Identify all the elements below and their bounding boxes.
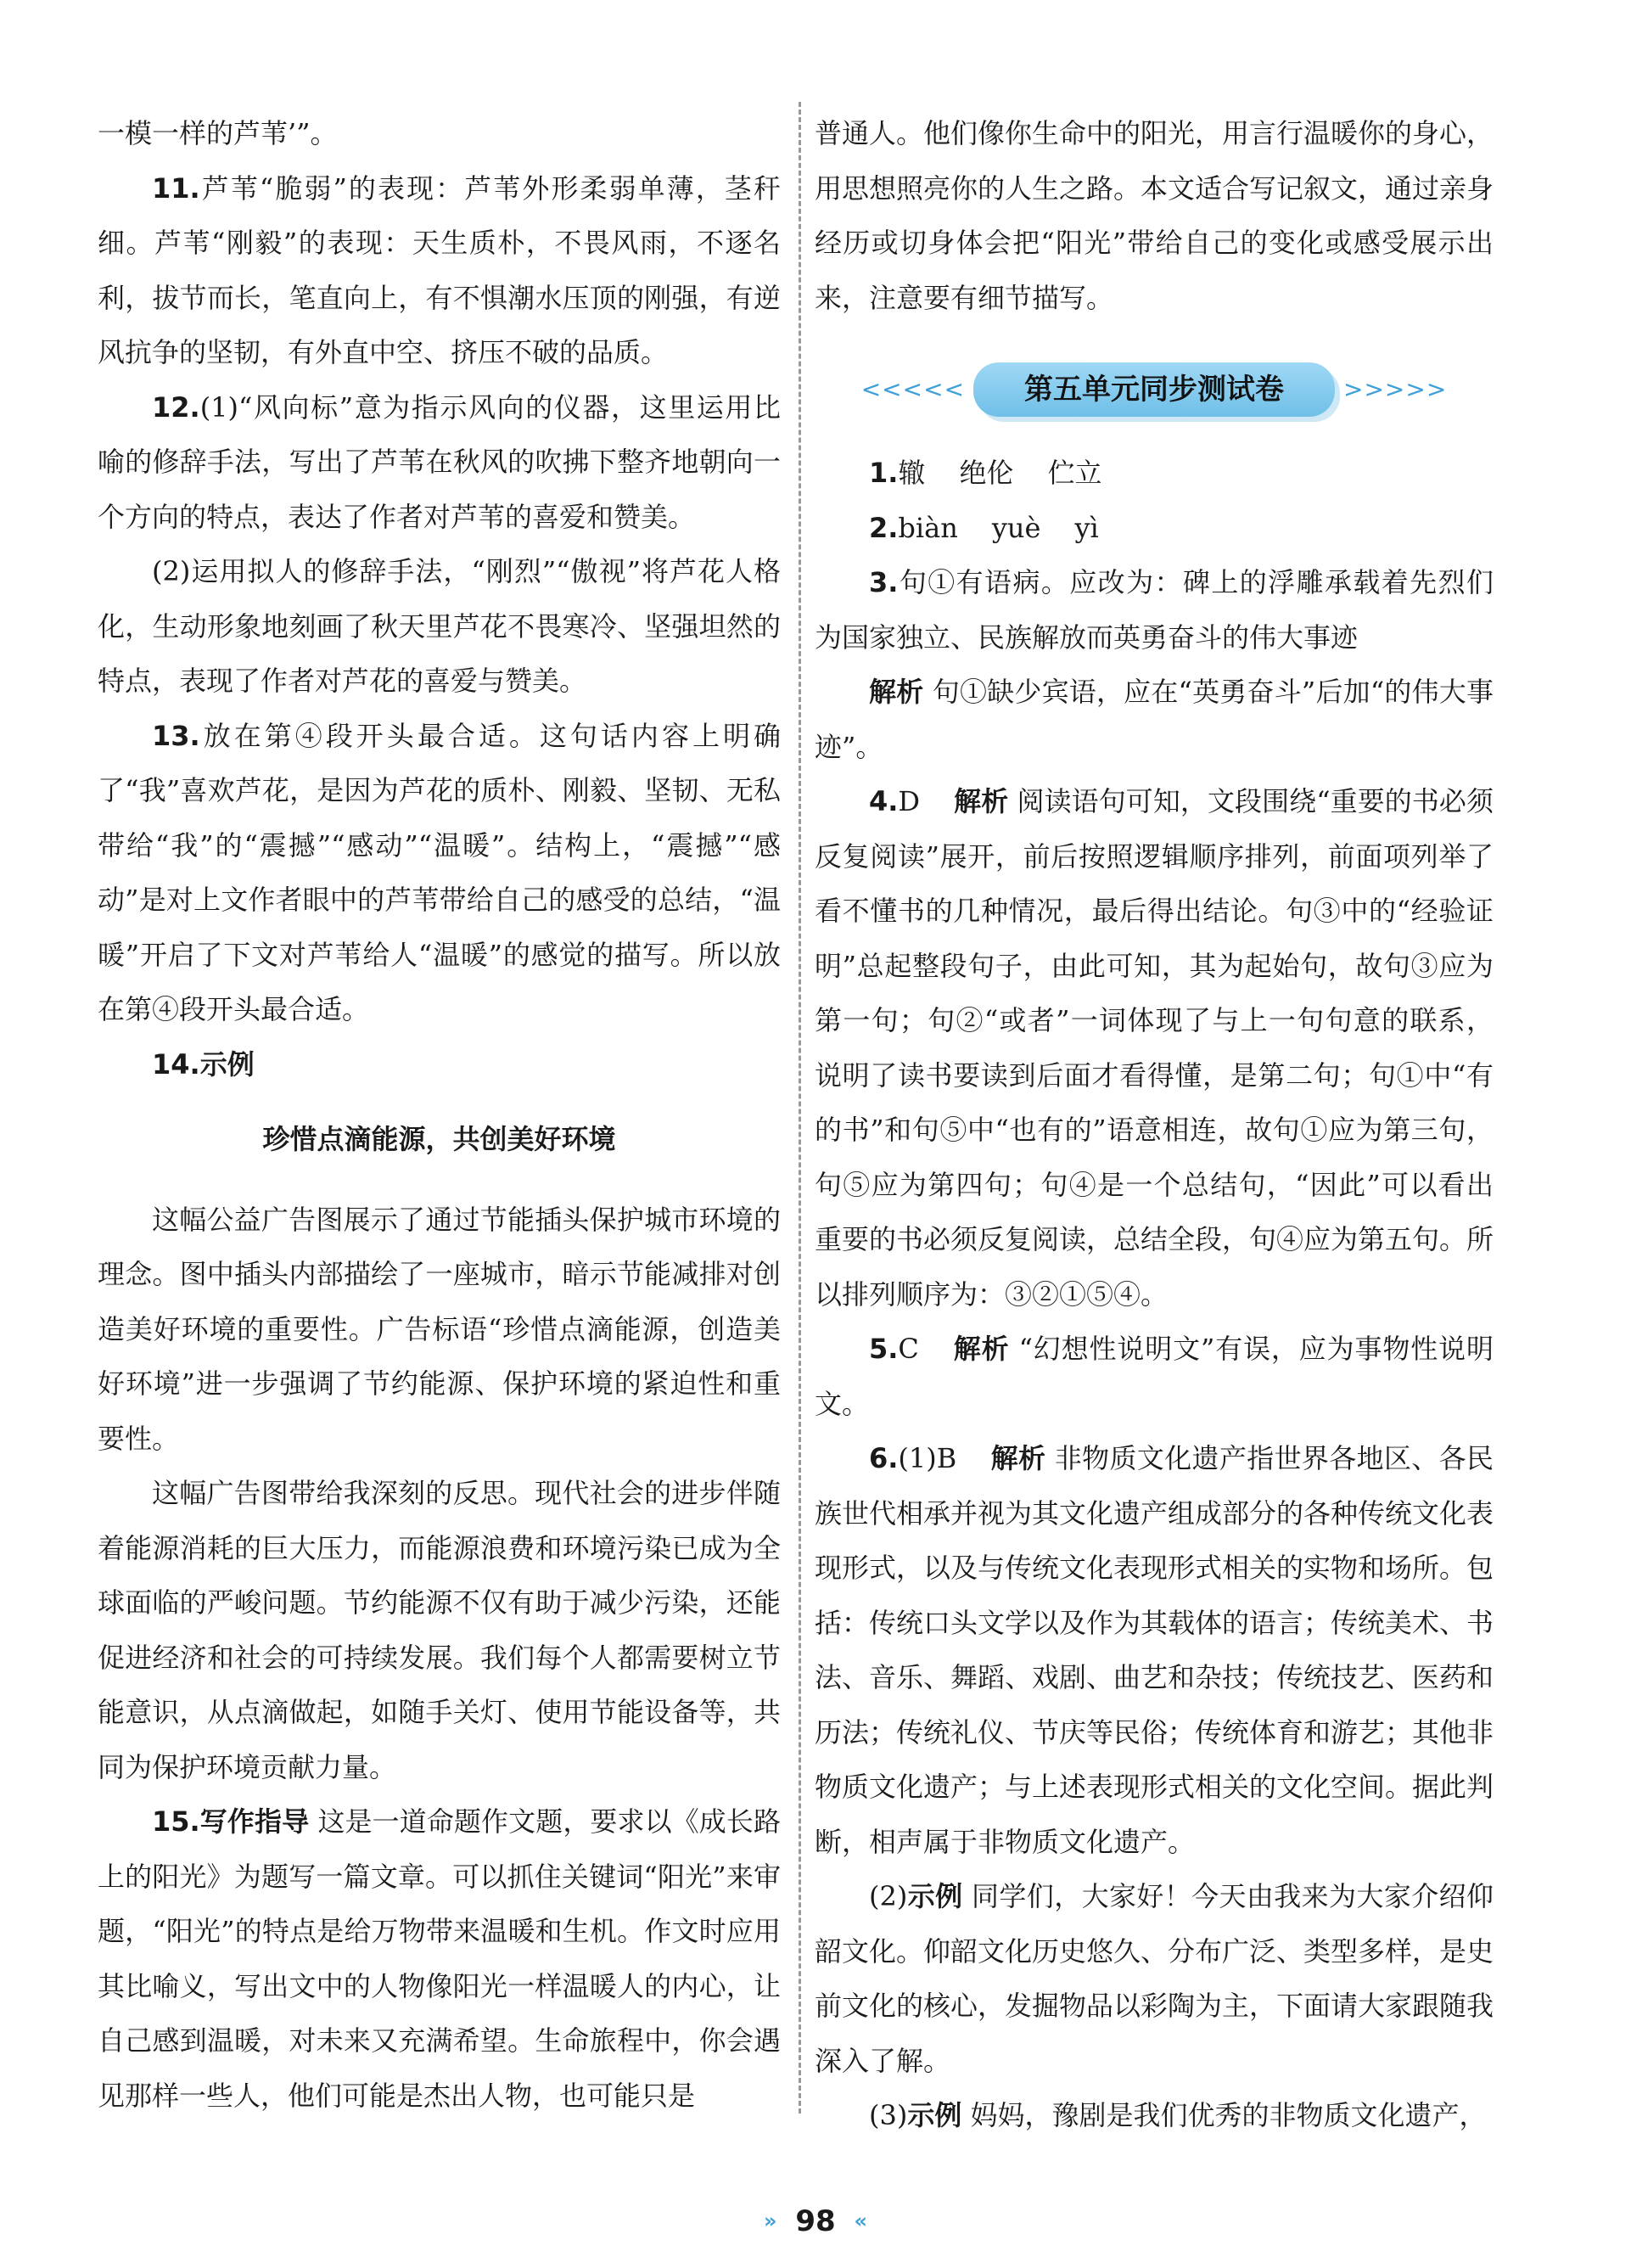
example-label: 示例 <box>907 2099 962 2131</box>
answer-2a: biàn <box>898 511 958 544</box>
answer-choice: C <box>898 1333 919 1365</box>
answer-6-part1 <box>815 1431 1494 1869</box>
essay-title: 珍惜点滴能源，共创美好环境 <box>262 1123 616 1155</box>
answer-14-header <box>98 1037 781 1092</box>
answer-15 <box>98 1794 781 2123</box>
answer-6-part2 <box>815 1869 1494 2088</box>
right-chevrons-icon: >>>>> <box>1343 374 1448 403</box>
answer-text: 妈妈，豫剧是我们优秀的非物质文化遗产， <box>970 2099 1487 2131</box>
answer-13 <box>98 709 781 1037</box>
left-chevrons-icon: <<<<< <box>860 374 965 403</box>
answer-text: (1)“风向标”意为指示风向的仪器，这里运用比喻的修辞手法，写出了芦苇在秋风的吹拂下整齐地朝向一个方向的特点，表达了作者对芦苇的喜爱和赞美。 <box>98 390 781 533</box>
analysis-label: 解析 <box>990 1442 1046 1474</box>
analysis-text: 非物质文化遗产指世界各地区、各民族世代相承并视为其文化遗产组成部分的各种传统文化表现形式，以及与传统文化表现形式相关的实物和场所。包括：传统口头文学以及作为其载体的语言；传统美术、书法、音乐、舞蹈、戏剧、曲艺和杂技；传统技艺、医药和历法；传统礼仪、节庆等民俗；传统体育和游艺；其他非物质文化遗产；与上述表现形式相关的文化空间。据此判断，相声属于非物质文化遗产。 <box>815 1442 1494 1858</box>
answer-text: 同学们，大家好！今天由我来为大家介绍仰韶文化。仰韶文化历史悠久、分布广泛、类型多样，是史前文化的核心，发掘物品以彩陶为主，下面请大家跟随我深入了解。 <box>815 1880 1494 2077</box>
analysis-text: 阅读语句可知，文段围绕“重要的书必须反复阅读”展开，前后按照逻辑顺序排列，前面项列举了看不懂书的几种情况，最后得出结论。句③中的“经验证明”总起整段句子，由此可知，其为起始句，故句③应为第一句；句②“或者”一词体现了与上一句句意的联系，说明了读书要读到后面才看得懂，是第二句；句①中“有的书”和句⑤中“也有的”语意相连，故句①应为第三句，句⑤应为第四句；句④是一个总结句，“因此”可以看出重要的书必须反复阅读，总结全段，句④应为第五句。所以排列顺序为：③②①⑤④。 <box>815 785 1494 1311</box>
answer-2b: yuè <box>991 511 1041 544</box>
answer-3 <box>815 555 1494 665</box>
answer-12-part2: (2)运用拟人的修辞手法，“刚烈”“傲视”将芦花人格化，生动形象地刻画了秋天里芦花不畏寒冷、坚强坦然的特点，表现了作者对芦花的喜爱与赞美。 <box>98 555 781 697</box>
question-number: 12. <box>152 390 200 424</box>
double-chevron-right-icon: » <box>763 2209 777 2233</box>
answer-2c: yì <box>1074 511 1099 544</box>
unit-test-banner <box>815 356 1494 424</box>
answer-4 <box>815 774 1494 1322</box>
question-number: 2. <box>869 511 899 544</box>
column-divider <box>799 102 801 2114</box>
continued-text: 一模一样的芦苇’”。 <box>98 117 338 149</box>
answer-1 <box>815 446 1494 501</box>
answer-6-part3 <box>815 2088 1494 2143</box>
part-prefix: (2) <box>869 1880 908 1912</box>
question-number: 5. <box>869 1333 899 1365</box>
continued-text: 普通人。他们像你生命中的阳光，用言行温暖你的身心，用思想照亮你的人生之路。本文适合写记叙文，通过亲身经历或切身体会把“阳光”带给自己的变化或感受展示出来，注意要有细节描写。 <box>815 117 1494 314</box>
answer-1b: 绝伦 <box>959 457 1014 489</box>
analysis-text: “幻想性说明文”有误，应为事物性说明文。 <box>815 1333 1494 1420</box>
answer-1c: 伫立 <box>1047 457 1102 489</box>
analysis-label: 解析 <box>954 785 1009 817</box>
writing-guide-label: 写作指导 <box>199 1805 310 1838</box>
answer-5 <box>815 1322 1494 1431</box>
question-number: 14. <box>152 1047 200 1081</box>
question-number: 4. <box>869 785 899 817</box>
page-number: 98 <box>795 2203 836 2238</box>
answer-1a: 辙 <box>898 457 926 489</box>
analysis-label: 解析 <box>869 676 924 708</box>
essay-paragraph-2: 这幅广告图带给我深刻的反思。现代社会的进步伴随着能源消耗的巨大压力，而能源浪费和环境污染已成为全球面临的严峻问题。节约能源不仅有助于减少污染，还能促进经济和社会的可持续发展。我们每个人都需要树立节能意识，从点滴做起，如随手关灯、使用节能设备等，共同为保护环境贡献力量。 <box>98 1477 781 1783</box>
part-prefix: (3) <box>869 2099 908 2131</box>
answer-2 <box>815 501 1494 556</box>
answer-11 <box>98 161 781 380</box>
answer-text: 放在第④段开头最合适。这句话内容上明确了“我”喜欢芦花，是因为芦花的质朴、刚毅、坚韧、无私带给“我”的“震撼”“感动”“温暖”。结构上，“震撼”“感动”是对上文作者眼中的芦苇带给自己的感受的总结，“温暖”开启了下文对芦苇给人“温暖”的感觉的描写。所以放在第④段开头最合适。 <box>98 719 781 1025</box>
question-number: 6. <box>869 1442 899 1474</box>
question-number: 13. <box>152 719 200 752</box>
answer-choice: D <box>898 785 921 817</box>
essay-paragraph-1: 这幅公益广告图展示了通过节能插头保护城市环境的理念。图中插头内部描绘了一座城市，暗示节能减排对创造美好环境的重要性。广告标语“珍惜点滴能源，创造美好环境”进一步强调了节约能源、保护环境的紧迫性和重要性。 <box>98 1203 781 1455</box>
example-label: 示例 <box>907 1880 963 1912</box>
answer-text: 句①有语病。应改为：碑上的浮雕承载着先烈们为国家独立、民族解放而英勇奋斗的伟大事迹 <box>815 566 1494 654</box>
question-number: 1. <box>869 457 899 489</box>
analysis-text: 句①缺少宾语，应在“英勇奋斗”后加“的伟大事迹”。 <box>815 676 1494 763</box>
analysis-3 <box>815 665 1494 774</box>
double-chevron-left-icon: « <box>854 2209 868 2233</box>
left-column <box>98 106 781 2123</box>
answer-choice: (1)B <box>898 1442 957 1474</box>
analysis-label: 解析 <box>952 1333 1010 1365</box>
banner-title: 第五单元同步测试卷 <box>973 362 1335 417</box>
right-column <box>815 106 1494 2143</box>
question-number: 3. <box>869 566 899 598</box>
question-number: 11. <box>152 171 200 205</box>
page-footer <box>0 2203 1631 2238</box>
answer-12-part1 <box>98 380 781 545</box>
question-number: 15. <box>152 1805 200 1838</box>
example-label: 示例 <box>199 1047 255 1081</box>
answer-text: 芦苇“脆弱”的表现：芦苇外形柔弱单薄，茎秆细。芦苇“刚毅”的表现：天生质朴，不畏风雨，不逐名利，拔节而长，笔直向上，有不惧潮水压顶的刚强，有逆风抗争的坚韧，有外直中空、挤压不破的品质。 <box>98 171 781 368</box>
answer-text: 这是一道命题作文题，要求以《成长路上的阳光》为题写一篇文章。可以抓住关键词“阳光”来审题，“阳光”的特点是给万物带来温暖和生机。作文时应用其比喻义，写出文中的人物像阳光一样温暖人的内心，让自己感到温暖，对未来又充满希望。生命旅程中，你会遇见那样一些人，他们可能是杰出人物，也可能只是 <box>98 1805 781 2112</box>
